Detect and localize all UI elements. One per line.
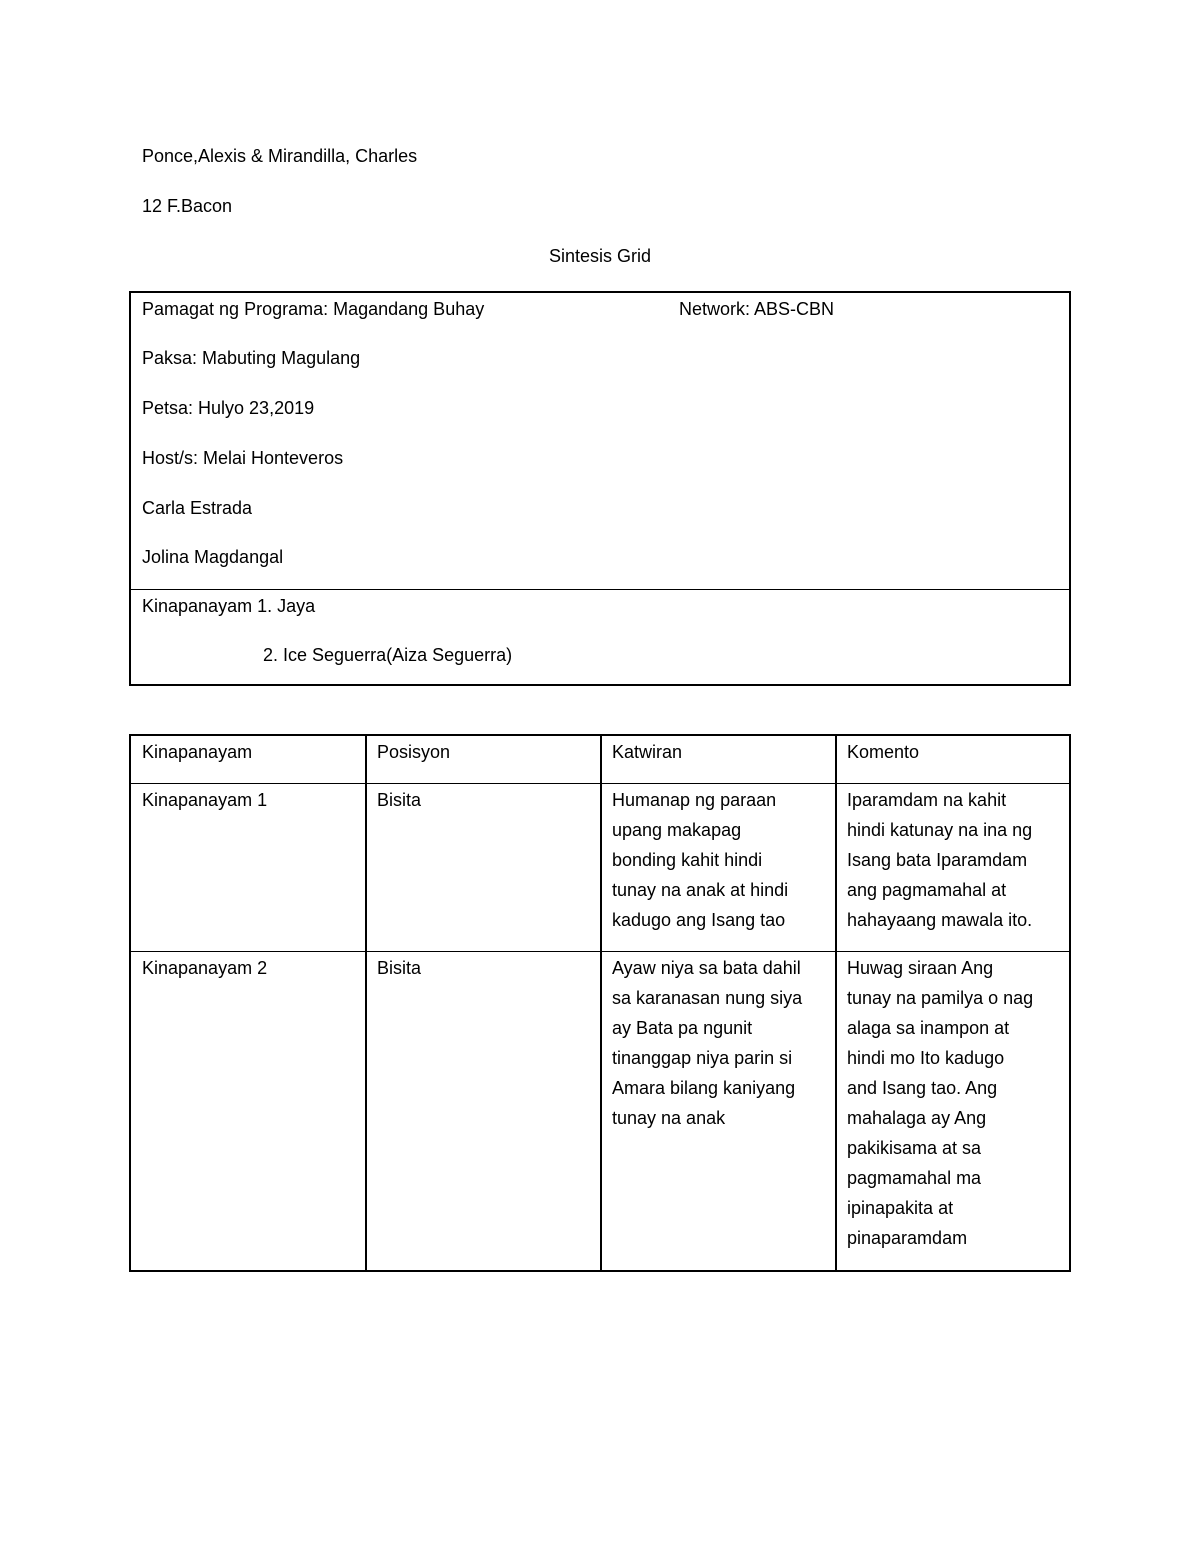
topic: Paksa: Mabuting Magulang <box>142 348 361 368</box>
date: Petsa: Hulyo 23,2019 <box>142 398 315 418</box>
host-2: Carla Estrada <box>142 498 253 518</box>
host-3: Jolina Magdangal <box>142 547 284 567</box>
host-1: Host/s: Melai Honteveros <box>142 448 344 468</box>
row1-posisyon: Bisita <box>377 790 422 810</box>
interviewee-2: 2. Ice Seguerra(Aiza Seguerra) <box>263 645 513 665</box>
program-title: Pamagat ng Programa: Magandang Buhay <box>142 299 485 319</box>
column-divider <box>600 736 602 1270</box>
row2-kinapanayam: Kinapanayam 2 <box>142 958 268 978</box>
row1-komento: Iparamdam na kahit hindi katunay na ina ng Isang bata Iparamdam ang pagmamahal at hahayaang mawala ito. <box>847 790 1033 930</box>
row1-katwiran: Humanap ng paraan upang makapag bonding kahit hindi tunay na anak at hindi kadugo ang Isang tao <box>612 790 789 930</box>
row1-kinapanayam: Kinapanayam 1 <box>142 790 268 810</box>
row2-katwiran: Ayaw niya sa bata dahil sa karanasan nung siya ay Bata pa ngunit tinanggap niya parin si Amara bilang kaniyang tunay na anak <box>612 958 803 1128</box>
synthesis-grid-table <box>129 734 1071 1272</box>
info-divider <box>131 589 1069 590</box>
header-posisyon: Posisyon <box>377 742 451 762</box>
row2-posisyon: Bisita <box>377 958 422 978</box>
authors-line: Ponce,Alexis & Mirandilla, Charles <box>142 146 418 166</box>
page-title: Sintesis Grid <box>548 246 652 266</box>
column-divider <box>835 736 837 1270</box>
interviewee-1: Kinapanayam 1. Jaya <box>142 596 316 616</box>
row-divider <box>131 783 1069 784</box>
header-kinapanayam: Kinapanayam <box>142 742 253 762</box>
program-info-box <box>129 291 1071 686</box>
row2-komento: Huwag siraan Ang tunay na pamilya o nag alaga sa inampon at hindi mo Ito kadugo and Isang tao. Ang mahalaga ay Ang pakikisama at sa pagmamahal ma ipinapakita at pinaparamdam <box>847 958 1034 1248</box>
network: Network: ABS-CBN <box>679 299 835 319</box>
header-komento: Komento <box>847 742 920 762</box>
column-divider <box>365 736 367 1270</box>
section-line: 12 F.Bacon <box>142 196 233 216</box>
header-katwiran: Katwiran <box>612 742 683 762</box>
row-divider <box>131 951 1069 952</box>
